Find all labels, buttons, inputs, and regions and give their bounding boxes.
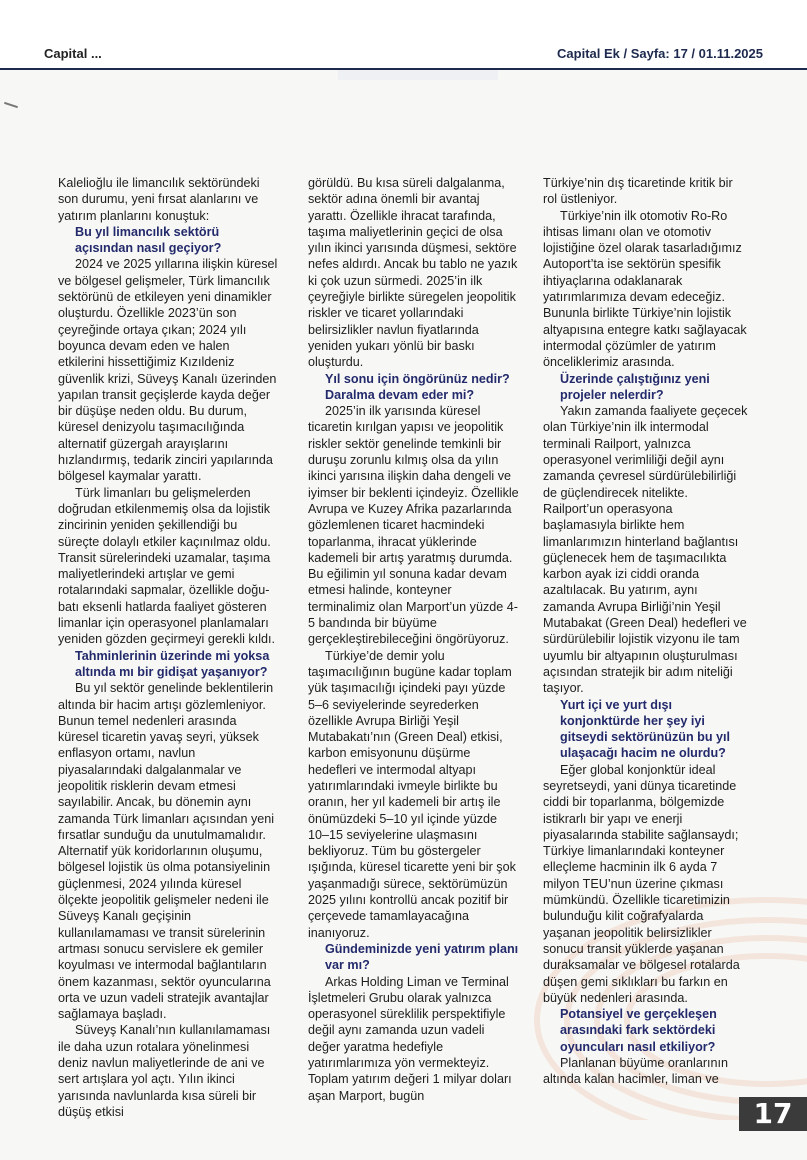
paragraph: Yakın zamanda faaliyete geçecek olan Türkiye’nin ilk intermodal terminali Railport, yalnızca operasyonel verimliliği değil aynı zamanda çevresel sürdürülebilirliği de güçlendirecek nitelikte. Railport’un operasyona başlamasıyla birlikte hem limanlarımızın hinterland bağlantısı güçlenecek hem de taşımacılıkta karbon ayak izi ciddi oranda azaltılacak. Bu yatırım, aynı zamanda Avrupa Birliği’nin Yeşil Mutabakat (Green Deal) hedefleri ve sürdürülebilir lojistik vizyonu ile tam uyumlu bir altyapının oluşturulması açısından stratejik bir adım niteliği taşıyor. [543,404,748,696]
question-heading: Yıl sonu için öngörünüz nedir? Daralma devam eder mi? [325,371,510,402]
paragraph: Türkiye’nin dış ticaretinde kritik bir rol üstleniyor. [543,176,733,207]
question-heading: Üzerinde çalıştığınız yeni projeler nelerdir? [560,371,710,402]
question-heading: Tahminlerinin üzerinde mi yoksa altında mı bir gidişat yaşanıyor? [75,648,270,679]
page-info: Capital Ek / Sayfa: 17 / 01.11.2025 [557,46,763,61]
question-heading: Gündeminizde yeni yatırım planı var mı? [325,941,519,973]
question-heading: Potansiyel ve gerçekleşen arasındaki fark sektördeki oyuncuları nasıl etkiliyor? [560,1007,717,1054]
paragraph: Türkiye’nin ilk otomotiv Ro-Ro ihtisas limanı olan ve otomotiv lojistiğine özel olarak tasarladığımız Autoport’ta ise sektörün spesifik ihtiyaçlarına odaklanarak yatırımlarımıza devam edeceğiz. Bununla birlikte Türkiye’nin lojistik altyapısına entegre katkı sağlayacak intermodal çözümler de yatırım önceliklerimiz arasında. [543,208,747,370]
article-column-2 [308,175,520,1104]
paragraph: Planlanan büyüme oranlarının altında kalan hacimler, liman ve [543,1056,729,1087]
question-heading: Bu yıl limancılık sektörü açısından nasıl geçiyor? [75,224,222,256]
article-column-1 [58,175,278,1120]
paragraph: Kalelioğlu ile limancılık sektöründeki son durumu, yeni fırsat alanlarını ve yatırım planlarını konuştuk: [58,176,260,223]
paragraph: 2024 ve 2025 yıllarına ilişkin küresel ve bölgesel gelişmeler, Türk limancılık sektörünü de etkileyen yeni dinamikler oluşturdu. Özellikle 2023’ün son çeyreğinde ortaya çıkan; 2024 yılı boyunca devam eden ve halen etkilerini hissettiğimiz Kızıldeniz güvenlik krizi, Süveyş Kanalı üzerinden yapılan transit geçişlerde kayda değer bir düşüşe neden oldu. Bu durum, küresel denizyolu taşımacılığında alternatif güzergah arayışlarını hızlandırmış, tedarik zinciri yapılarında bölgesel kaymalar yarattı. [58,257,278,484]
paragraph: Bu yıl sektör genelinde beklentilerin altında bir hacim artışı gözlemleniyor. Bunun temel nedenleri arasında küresel ticaretin yavaş seyri, yüksek enflasyon ortamı, navlun piyasalarındaki dalgalanmalar ve jeopolitik risklerin devam etmesi sayılabilir. Ancak, bu dönemin aynı zamanda Türk limanları açısından yeni fırsatlar sunduğu da unutulmamalıdır. Alternatif yük koridorlarının oluşumu, bölgesel lojistik üs olma potansiyelinin güçlenmesi, 2024 yılında küresel ölçekte jeopolitik gelişmeler nedeni ile Süveyş Kanalı geçişinin kullanılamaması ve transit sürelerinin artması sonucu servislere ek gemiler koyulması ve intermodal bağlantıların önem kazanması, sektör oyuncularına orta ve uzun vadeli stratejik avantajlar sağlamaya başladı. [58,681,275,1022]
paragraph: Süveyş Kanalı’nın kullanılamaması ile daha uzun rotalara yönelinmesi deniz navlun maliyetlerinde de ani ve sert artışlara yol açtı. Yılın ikinci yarısında navlunlarda kısa süreli bir düşüş etkisi [58,1023,271,1119]
publication-name: Capital ... [44,46,102,61]
paragraph: 2025’in ilk yarısında küresel ticaretin kırılgan yapısı ve jeopolitik riskler sektör genelinde temkinli bir duruşu zorunlu kılmış olsa da yılın ikinci yarısına ilişkin daha dengeli ve iyimser bir beklenti içindeyiz. Özellikle Avrupa ve Kuzey Afrika pazarlarında gözlemlenen ticaret hacmindeki toparlanma, ihracat yüklerinde kademeli bir artış yaratmış durumda. Bu eğilimin yıl sonuna kadar devam etmesi halinde, konteyner terminalimiz olan Marport’un yüzde 4-5 bandında bir büyüme gerçekleştirebileceğini öngörüyoruz. [308,404,519,647]
paragraph: Arkas Holding Liman ve Terminal İşletmeleri Grubu olarak yalnızca operasyonel süreklilik perspektifiyle değil aynı zamanda uzun vadeli değer yaratma hedefiyle yatırımlarımıza yön vermekteyiz. Toplam yatırım değeri 1 milyar doları aşan Marport, bugün [308,974,512,1103]
paragraph: görüldü. Bu kısa süreli dalgalanma, sektör adına önemli bir avantaj yarattı. Özellikle ihracat tarafında, taşıma maliyetlerinin geçici de olsa yılın ikinci yarısında düşmesi, sektöre nefes aldırdı. Ancak bu tablo ne yazık ki çok uzun sürmedi. 2025’in ilk çeyreğiyle birlikte süregelen jeopolitik riskler ve ticaret yollarındaki belirsizlikler navlun fiyatlarında yeniden yukarı yönlü bir baskı oluşturdu. [308,176,518,370]
page-header [0,0,807,70]
article-column-3 [543,175,749,1088]
paragraph: Eğer global konjonktür ideal seyretseydi, yani dünya ticaretinde ciddi bir toparlanma, bölgemizde istikrarlı bir yapı ve enerji piyasalarında stabilite sağlansaydı; Türkiye limanlarındaki konteyner elleçleme hacminin ilk 6 ayda 7 milyon TEU’nun üzerine çıkması mümkündü. Özellikle ticaretimizin bulunduğu kilit coğrafyalarda yaşanan jeopolitik belirsizlikler sonucu transit yüklerde yaşanan duraksamalar ve bölgesel rotalarda düşen gemi sıklıkları bu farkın en büyük nedenleri arasında. [543,762,740,1005]
paragraph: Türkiye’de demir yolu taşımacılığının bugüne kadar toplam yük taşımacılığı içindeki payı yüzde 5–6 seviyelerinde seyrederken özellikle Avrupa Birliği Yeşil Mutabakatı’nın (Green Deal) etkisi, karbon emisyonunu düşürme hedefleri ve intermodal altyapı yatırımlarındaki ivmeyle birlikte bu oranın, her yıl kademeli bir artış ile önümüzdeki 5–10 yıl içinde yüzde 10–15 seviyelerine ulaşmasını bekliyoruz. Tüm bu göstergeler ışığında, küresel ticarette yeni bir şok yaşanmadığı sürece, sektörümüzün 2025 yılını kontrollü ancak pozitif bir çerçevede tamamlayacağına inanıyoruz. [308,648,516,940]
paragraph: Türk limanları bu gelişmelerden doğrudan etkilenmemiş olsa da lojistik zincirinin yeniden şekillendiği bu süreçte dolaylı etkiler kaçınılmaz oldu. Transit sürelerindeki uzamalar, taşıma maliyetlerindeki artışlar ve gemi rotalarındaki sapmalar, özellikle doğu-batı eksenli hatlarda faaliyet gösteren limanlar için operasyonel planlamaları yeniden gözden geçirmeyi gerekli kıldı. [58,485,276,647]
question-heading: Yurt içi ve yurt dışı konjonktürde her şey iyi gitseydi sektörünüzün bu yıl ulaşacağı hacim ne olurdu? [560,697,731,761]
scan-artifact [338,70,498,80]
page-number-badge: 17 [739,1097,807,1131]
